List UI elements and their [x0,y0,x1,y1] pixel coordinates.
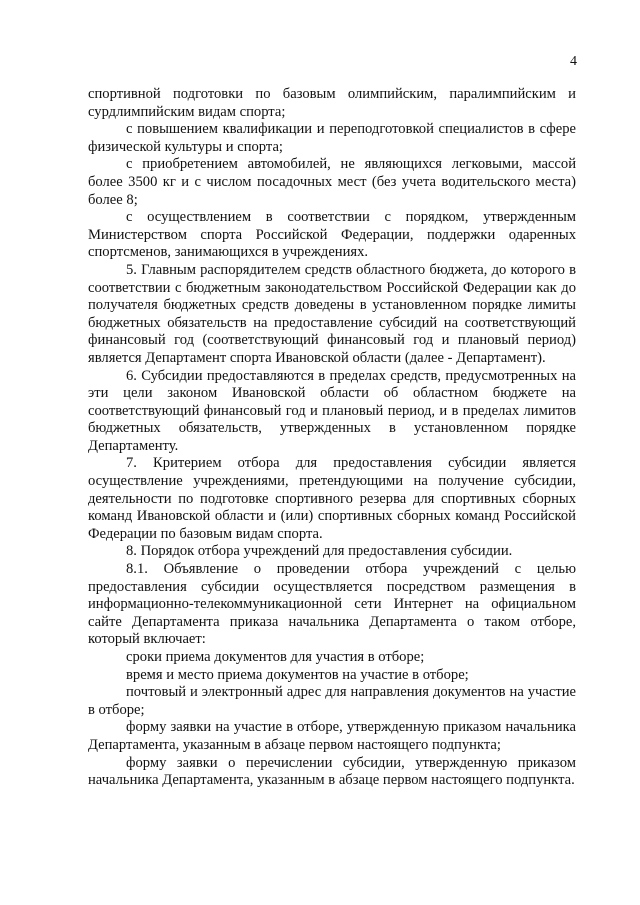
paragraph-8: 8. Порядок отбора учреждений для предоставления субсидии. [126,543,513,560]
paragraph-6: 6. Субсидии предоставляются в пределах средств, предусмотренных на эти цели законом Ивановской области об областном бюджете на соответствующий финансовый год и плановый период, и в пределах лимитов бюджетных обязательств, утвержденных в установленном порядке Департаменту. [88,367,576,454]
paragraph-5: 5. Главным распорядителем средств областного бюджета, до которого в соответствии с бюджетным законодательством Российской Федерации как до получателя бюджетных средств доведены в установленном порядке лимиты бюджетных обязательств на предоставление субсидий на соответствующий финансовый год (соответствующий финансовый год и плановый период) является Департамент спорта Ивановской области (далее - Департамент). [88,261,576,366]
paragraph-7: 7. Критерием отбора для предоставления субсидии является осуществление учреждениями, претендующими на получение субсидии, деятельности по подготовке спортивного резерва для спортивных сборных команд Ивановской области и (или) спортивных сборных команд Российской Федерации по базовым видам спорта. [88,455,576,542]
list-item-application-form: форму заявки на участие в отборе, утвержденную приказом начальника Департамента, указанным в абзаце первом настоящего подпункта; [88,719,576,753]
paragraph-gifted-athletes: с осуществлением в соответствии с порядком, утвержденным Министерством спорта Российской Федерации, поддержки одаренных спортсменов, занимающихся в учреждениях. [88,209,576,261]
list-item-addresses: почтовый и электронный адрес для направления документов на участие в отборе; [88,684,576,718]
paragraph-vehicles: с приобретением автомобилей, не являющихся легковыми, массой более 3500 кг и с числом посадочных мест (без учета водительского места) более 8; [88,156,576,208]
list-item-transfer-form: форму заявки о перечислении субсидии, утвержденную приказом начальника Департамента, указанным в абзаце первом настоящего подпункта. [88,754,576,789]
paragraph-8-1: 8.1. Объявление о проведении отбора учреждений с целью предоставления субсидии осуществляется посредством размещения в информационно-телекоммуникационной сети Интернет на официальном сайте Департамента приказа начальника Департамента о таком отборе, который включает: [88,561,576,648]
list-item-deadlines: сроки приема документов для участия в отборе; [126,649,425,665]
document-body [88,86,576,790]
paragraph-qualification: с повышением квалификации и переподготовкой специалистов в сфере физической культуры и спорта; [88,121,576,155]
list-item-time-place: время и место приема документов на участие в отборе; [126,666,469,683]
page-number: 4 [570,54,577,69]
paragraph-continuation: спортивной подготовки по базовым олимпийским, паралимпийским и сурдлимпийским видам спорта; [88,86,576,120]
